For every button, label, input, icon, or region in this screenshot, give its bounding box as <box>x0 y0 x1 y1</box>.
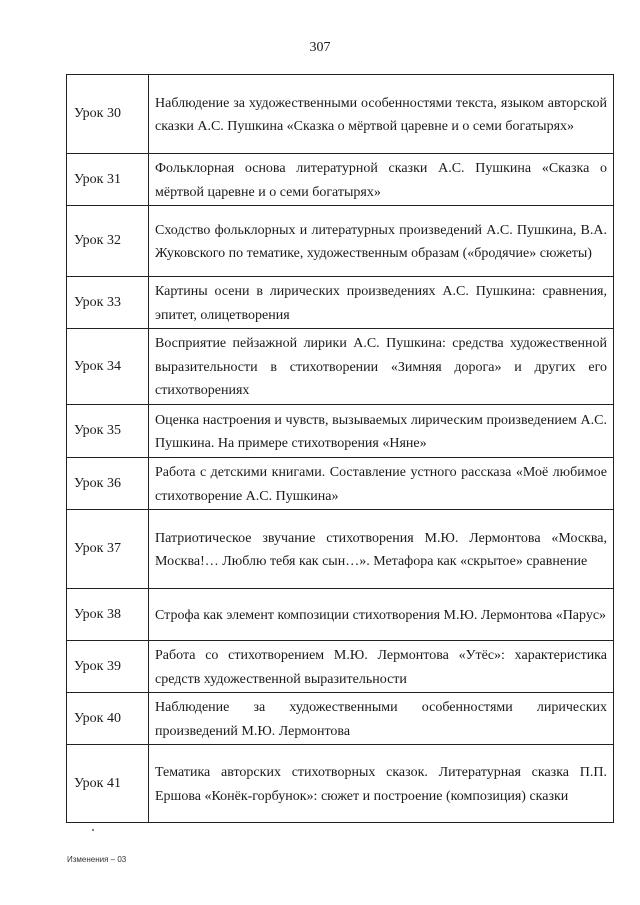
table-row <box>67 329 614 405</box>
lesson-description: Строфа как элемент композиции стихотворения М.Ю. Лермонтова «Парус» <box>149 589 614 641</box>
lesson-description: Картины осени в лирических произведениях А.С. Пушкина: сравнения, эпитет, олицетворения <box>149 277 614 329</box>
lesson-label: Урок 33 <box>67 277 149 329</box>
table-row <box>67 510 614 589</box>
scan-speck <box>92 829 94 831</box>
lesson-description: Наблюдение за художественными особенностями лирических произведений М.Ю. Лермонтова <box>149 693 614 745</box>
table-row <box>67 75 614 154</box>
lesson-label: Урок 39 <box>67 641 149 693</box>
lesson-description: Сходство фольклорных и литературных произведений А.С. Пушкина, В.А. Жуковского по тематике, художественным образам («бродячие» сюжеты) <box>149 206 614 277</box>
lesson-label: Урок 40 <box>67 693 149 745</box>
lesson-label: Урок 32 <box>67 206 149 277</box>
table-row <box>67 693 614 745</box>
table-row <box>67 458 614 510</box>
lesson-label: Урок 37 <box>67 510 149 589</box>
lesson-label: Урок 41 <box>67 745 149 823</box>
lesson-description: Работа со стихотворением М.Ю. Лермонтова «Утёс»: характеристика средств художественной выразительности <box>149 641 614 693</box>
lesson-label: Урок 34 <box>67 329 149 405</box>
lesson-label: Урок 35 <box>67 405 149 458</box>
lesson-description: Тематика авторских стихотворных сказок. Литературная сказка П.П. Ершова «Конёк-горбунок»: сюжет и построение (композиция) сказки <box>149 745 614 823</box>
lesson-label: Урок 30 <box>67 75 149 154</box>
table-row <box>67 277 614 329</box>
table-row <box>67 206 614 277</box>
lesson-description: Работа с детскими книгами. Составление устного рассказа «Моё любимое стихотворение А.С. Пушкина» <box>149 458 614 510</box>
lesson-label: Урок 31 <box>67 154 149 206</box>
table-row <box>67 154 614 206</box>
lesson-description: Наблюдение за художественными особенностями текста, языком авторской сказки А.С. Пушкина «Сказка о мёртвой царевне и о семи богатырях» <box>149 75 614 154</box>
table-row <box>67 589 614 641</box>
lessons-table <box>66 74 614 823</box>
lesson-description: Оценка настроения и чувств, вызываемых лирическим произведением А.С. Пушкина. На примере стихотворения «Няне» <box>149 405 614 458</box>
page-number: 307 <box>309 40 331 55</box>
table-row <box>67 745 614 823</box>
lesson-description: Патриотическое звучание стихотворения М.Ю. Лермонтова «Москва, Москва!… Люблю тебя как сын…». Метафора как «скрытое» сравнение <box>149 510 614 589</box>
table-row <box>67 405 614 458</box>
lesson-label: Урок 36 <box>67 458 149 510</box>
lesson-description: Восприятие пейзажной лирики А.С. Пушкина: средства художественной выразительности в стихотворении «Зимняя дорога» и других его стихотворениях <box>149 329 614 405</box>
lesson-label: Урок 38 <box>67 589 149 641</box>
footer-revision: Изменения – 03 <box>67 855 127 864</box>
lesson-description: Фольклорная основа литературной сказки А.С. Пушкина «Сказка о мёртвой царевне и о семи богатырях» <box>149 154 614 206</box>
table-row <box>67 641 614 693</box>
